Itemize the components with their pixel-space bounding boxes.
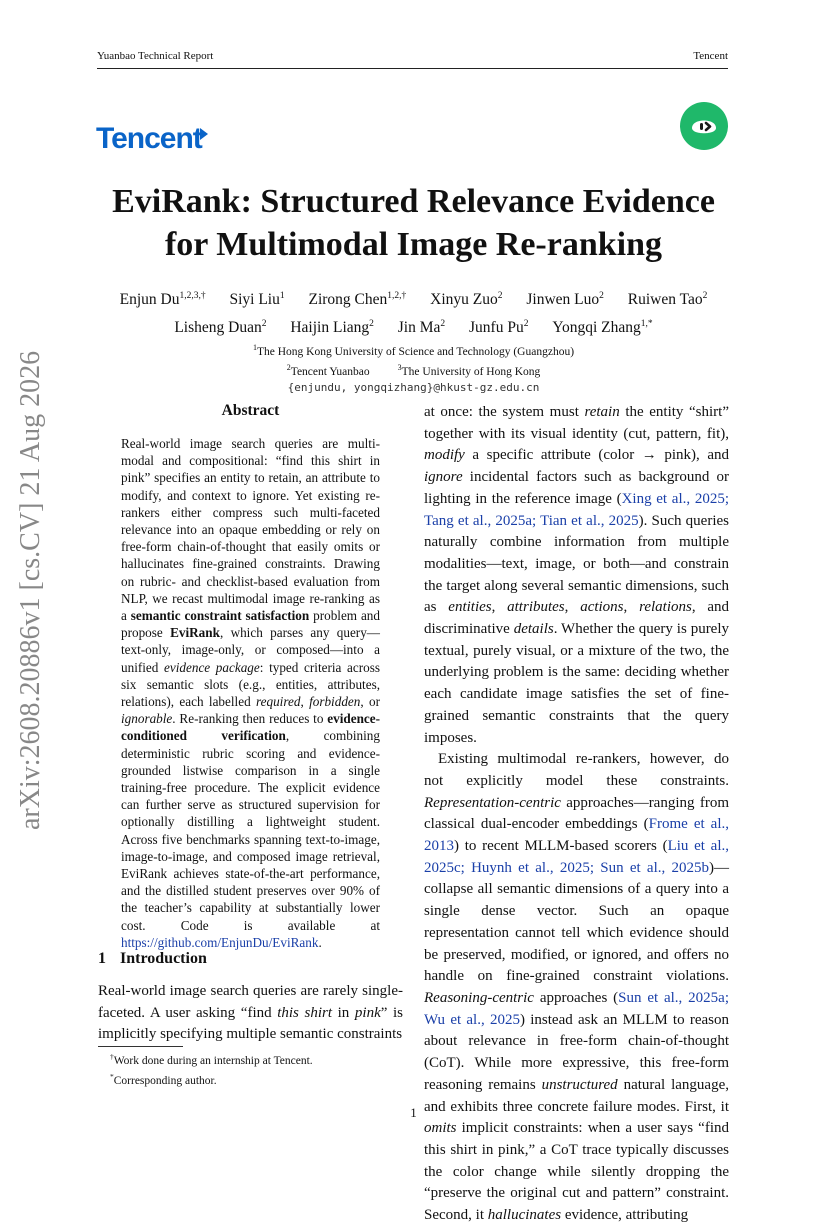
abstract-heading: Abstract (221, 402, 280, 419)
tencent-logo-arrow (200, 128, 208, 140)
author: Zirong Chen$^{1,2,\dagger}$ (308, 291, 407, 309)
citation-link[interactable]: Frome et al., 2013 (424, 816, 729, 855)
header-right: Tencent (693, 50, 728, 62)
header-rule (97, 68, 728, 69)
author: Jin Ma$^2$ (397, 319, 446, 337)
abstract-body: Real-world image search queries are multi-modal and compositional: “find this shirt in pink” specifies an entity to retain, an attribute to modify, and context to ignore. Yet existing re-rankers either compress such multi-faceted relevance into an opaque embedding or rely on free-form chain-of-thought that easily omits or hallucinates fine-grained constraints. Drawing on rubric- and checklist-based evaluation from NLP, we recast multimodal image re-ranking as a semantic constraint satisfaction problem and propose EviRank, which parses any query—text-only, image-only, or composed—into a unified evidence package: typed criteria across six semantic slots (e.g., entities, attributes, relations), each labelled required, forbidden, or ignorable. Re-ranking then reduces to evidence-conditioned verification, combining deterministic rubric scoring and evidence-grounded listwise comparison in a single training-free procedure. The explicit evidence can further serve as structured supervision for optionally distilling a lightweight student. Across five benchmarks spanning text-to-image, image-to-image, and composed image retrieval, EviRank achieves state-of-the-art performance, and the distilled student preserves over 90% of the teacher’s capability at substantially lower cost. Code is available at https://github.com/EnjunDu/EviRank. (121, 436, 380, 950)
footnotes (110, 1049, 313, 1089)
author-row-1 (60, 284, 767, 312)
code-link[interactable]: https://github.com/EnjunDu/EviRank (121, 934, 319, 950)
footnote-rule (98, 1046, 183, 1047)
citation-link[interactable]: Sun et al., 2025a; Wu et al., 2025 (424, 989, 729, 1028)
page-number: 1 (410, 1105, 417, 1120)
author-row-2 (60, 312, 767, 340)
right-column-text (424, 402, 729, 1227)
section-heading-introduction (98, 950, 207, 968)
author: Junfu Pu$^2$ (469, 319, 529, 337)
author: Ruiwen Tao$^2$ (627, 291, 708, 309)
running-header (97, 50, 728, 66)
footnote-2: *Corresponding author. (110, 1071, 217, 1087)
title-line-1: EviRank: Structured Relevance Evidence (112, 183, 715, 220)
author: Xinyu Zuo$^2$ (430, 291, 503, 309)
footnote-1: †Work done during an internship at Tencent. (110, 1052, 313, 1067)
author-list (60, 284, 767, 340)
header-left: Yuanbao Technical Report (97, 50, 214, 62)
paper-title (60, 180, 767, 266)
contact-email[interactable]: {enjundu, yongqizhang}@hkust-gz.edu.cn (287, 380, 540, 394)
citation-link[interactable]: Xing et al., 2025; Tang et al., 2025a; Tian et al., 2025 (424, 490, 729, 529)
paragraph: Existing multimodal re-rankers, however, do not explicitly model these constraints. Representation-centric approaches—ranging from classical dual-encoder embeddings (Frome et al., 2013) to recent MLLM-based scorers (Liu et al., 2025c; Huynh et al., 2025; Sun et al., 2025b)—collapse all semantic dimensions of a query into a single dense vector. Such an opaque representation cannot tell which evidence should be preserved, modified, or ignored, and offers no handle on fine-grained constraint violations. Reasoning-centric approaches (Sun et al., 2025a; Wu et al., 2025) instead ask an MLLM to reason about relevance in free-form chain-of-thought (CoT). While more expressive, this free-form reasoning remains unstructured natural language, and exhibits three concrete failure modes. First, it omits implicit constraints: when a user says “find this shirt in pink,” a CoT trace typically discusses the color change while silently dropping the “preserve the original cut and pattern” constraint. Second, it hallucinates evidence, attributing (424, 751, 729, 1224)
citation-link[interactable]: Liu et al., 2025c; Huynh et al., 2025; Sun et al., 2025b (424, 838, 729, 876)
affiliations (100, 340, 727, 395)
author: Lisheng Duan$^2$ (174, 319, 267, 337)
author: Enjun $Du^{1,2,3,\dagger}$ (119, 291, 206, 309)
section-number: 1 (98, 950, 106, 967)
author: Siyi Liu$^1$ (229, 291, 285, 309)
intro-paragraph: Real-world image search queries are rarely single-faceted. A user asking “find this shirt in pink” is implicitly specifying multiple semantic constraints (98, 983, 404, 1043)
author: Haijin Liang$^2$ (290, 319, 374, 337)
author: Yongqi Zhang$^{1,*}$ (552, 319, 653, 337)
arxiv-sidebar-id: arXiv:2608.20886v1 [cs.CV] 21 Aug 2026 (15, 350, 46, 830)
yuanbao-logo-icon (680, 102, 728, 150)
author: Jinwen Luo$^2$ (526, 291, 604, 309)
tencent-logo-text: Tencent (96, 122, 202, 155)
tencent-logo (96, 122, 202, 156)
section-title: Introduction (120, 950, 207, 967)
affiliation-2-3: $^2$Tencent Yuanbao $^3$The University of Hong Kong (286, 362, 541, 378)
title-line-2: for Multimodal Image Re-ranking (164, 226, 663, 263)
affiliation-1: $^1$The Hong Kong University of Science and Technology (Guangzhou) (252, 343, 575, 358)
paragraph: at once: the system must retain the entity “shirt” together with its visual identity (cut, pattern, fit), modify a specific attribute (color → pink), and ignore incidental factors such as background or lighting in the reference image (Xing et al., 2025; Tang et al., 2025a; Tian et al., 2025). Such queries naturally combine information from multiple modalities—text, image, or both—and constrain the target along several semantic dimensions, such as entities, attributes, actions, relations, and discriminative details. Whether the query is purely textual, purely visual, or a mixture of the two, the underlying problem is the same: deciding whether each candidate image satisfies the set of fine-grained semantic constraints that the query imposes. (424, 404, 730, 746)
